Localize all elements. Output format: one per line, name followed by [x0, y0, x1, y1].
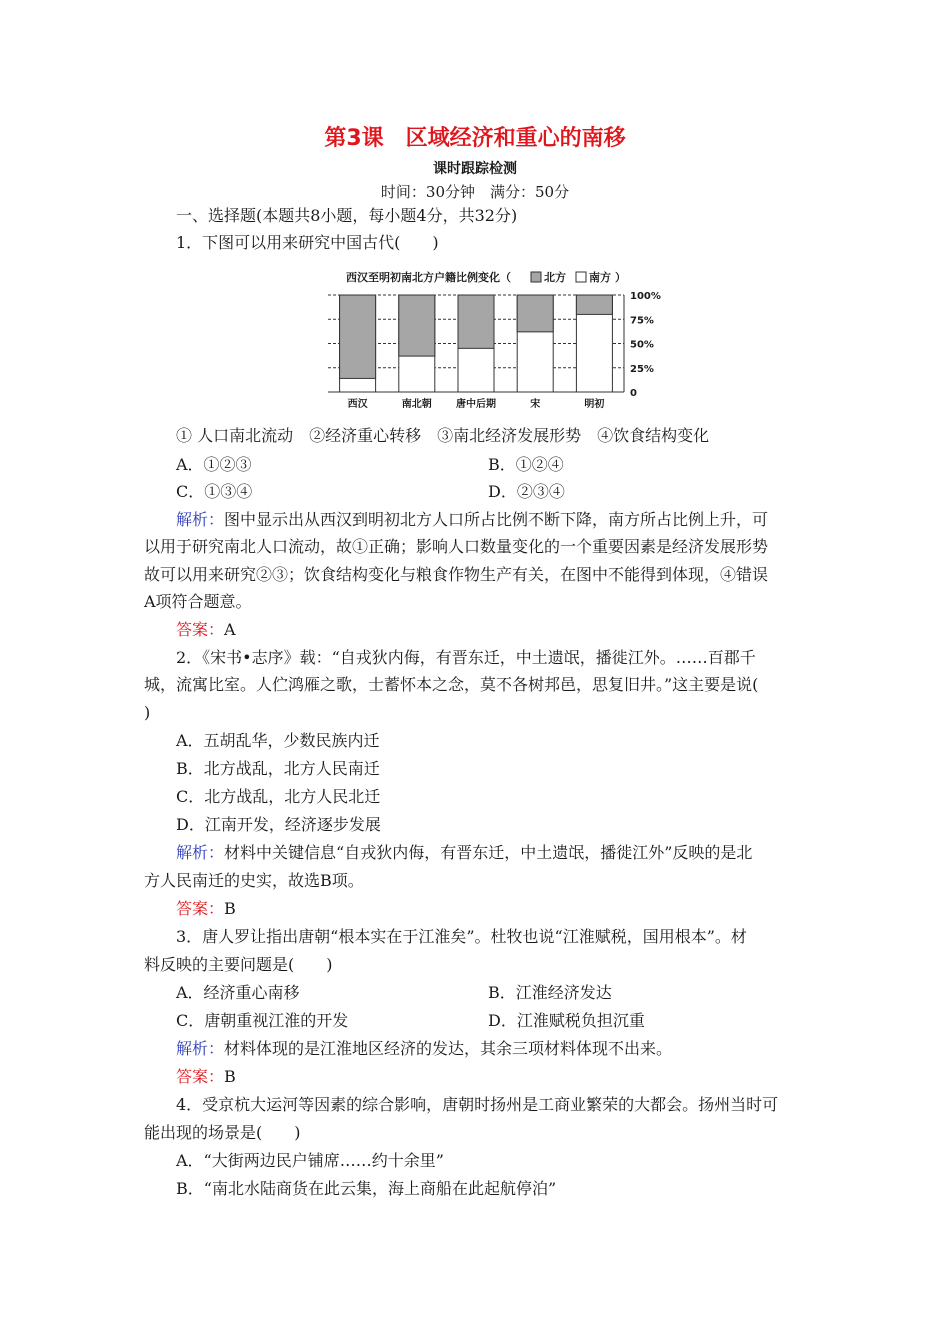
q1-choice-d: D．②③④ [488, 482, 565, 501]
y-tick-label: 75% [630, 315, 654, 327]
y-tick-label: 50% [630, 339, 654, 351]
q4-choice-b: B．“南北水陆商货在此云集，海上商船在此起航停泊” [176, 1179, 557, 1198]
q1-choice-a: A．①②③ [176, 455, 252, 474]
q1-choice-b: B．①②④ [488, 455, 564, 474]
q3-stem-2: 料反映的主要问题是( ) [144, 955, 333, 974]
q1-options: ① 人口南北流动 ②经济重心转移 ③南北经济发展形势 ④饮食结构变化 [176, 426, 710, 445]
q3-choice-a: A．经济重心南移 [176, 983, 300, 1002]
q3-analysis-label: 解析： [176, 1039, 225, 1058]
q1-stem: 1．下图可以用来研究中国古代( ) [176, 233, 439, 252]
q2-analysis-1 [176, 843, 752, 863]
q2-choice-c: C．北方战乱，北方人民北迁 [176, 787, 381, 806]
q3-choice-c: C．唐朝重视江淮的开发 [176, 1011, 349, 1030]
chart-title: 西汉至明初南北方户籍比例变化（ [346, 271, 511, 284]
lesson-title: 第3课 区域经济和重心的南移 [324, 126, 626, 151]
q2-answer-label: 答案： [176, 899, 225, 918]
q3-analysis-text-1: 材料体现的是江淮地区经济的发达，其余三项材料体现不出来。 [224, 1039, 673, 1058]
bar-north [517, 295, 553, 332]
q3-analysis-1 [176, 1039, 672, 1059]
q3-answer [176, 1067, 236, 1087]
q2-analysis-label: 解析： [176, 843, 225, 862]
section-heading: 一、选择题(本题共8小题，每小题4分，共32分) [176, 206, 518, 225]
chart-plot [328, 291, 661, 410]
q4-stem-2: 能出现的场景是( ) [144, 1123, 301, 1142]
bar-north [399, 295, 435, 356]
bar-north [576, 295, 612, 314]
bar-north [458, 295, 494, 348]
y-tick-label: 0 [630, 388, 637, 399]
legend-label-south: 南方 [589, 271, 611, 284]
q2-choice-b: B．北方战乱，北方人民南迁 [176, 759, 380, 778]
x-tick-label: 明初 [584, 399, 605, 410]
q1-answer-label: 答案： [176, 620, 225, 639]
q3-answer-label: 答案： [176, 1067, 225, 1086]
q1-analysis-label: 解析： [176, 510, 225, 529]
q1-analysis-4: A项符合题意。 [144, 592, 252, 611]
q2-stem-1: 2．《宋书•志序》载：“自戎狄内侮，有晋东迁，中土遗氓，播徙江外。……百郡千 [176, 648, 756, 667]
chart-svg [318, 262, 678, 417]
q1-analysis-3: 故可以用来研究②③；饮食结构变化与粮食作物生产有关，在图中不能得到体现，④错误 [144, 565, 769, 584]
q2-answer [176, 899, 236, 919]
lesson-subtitle: 课时跟踪检测 [433, 161, 517, 177]
q1-answer [176, 620, 236, 640]
x-tick-label: 西汉 [347, 399, 368, 410]
q2-analysis-text-1: 材料中关键信息“自戎狄内侮，有晋东迁，中土遗氓，播徙江外”反映的是北 [224, 843, 753, 862]
q2-stem-3: ) [144, 703, 151, 722]
legend-close-paren: ） [615, 271, 626, 284]
q4-choice-a: A．“大街两边民户铺席……约十余里” [176, 1151, 444, 1170]
q1-choice-c: C．①③④ [176, 482, 253, 501]
x-tick-label: 唐中后期 [456, 399, 496, 410]
q2-analysis-2: 方人民南迁的史实，故选B项。 [144, 871, 364, 890]
q3-stem-1: 3．唐人罗让指出唐朝“根本实在于江淮矣”。杜牧也说“江淮赋税，国用根本”。材 [176, 927, 747, 946]
q1-analysis-2: 以用于研究南北人口流动，故①正确；影响人口数量变化的一个重要因素是经济发展形势 [144, 537, 769, 556]
q3-answer-value: B [224, 1067, 236, 1086]
q2-answer-value: B [224, 899, 236, 918]
x-tick-label: 宋 [530, 399, 541, 410]
bar-north [340, 295, 376, 378]
exam-meta: 时间：30分钟 满分：50分 [380, 183, 570, 201]
q4-stem-1: 4．受京杭大运河等因素的综合影响，唐朝时扬州是工商业繁荣的大都会。扬州当时可 [176, 1095, 779, 1114]
y-tick-label: 25% [630, 363, 654, 375]
q2-choice-d: D．江南开发，经济逐步发展 [176, 815, 381, 834]
q1-chart [318, 262, 678, 417]
q2-choice-a: A．五胡乱华，少数民族内迁 [176, 731, 380, 750]
q2-stem-2: 城，流寓比室。人伫鸿雁之歌，士蓄怀本之念，莫不各树邦邑，思复旧井。”这主要是说( [144, 675, 759, 694]
legend-label-north: 北方 [544, 271, 566, 284]
q1-analysis-1 [176, 510, 768, 530]
y-tick-label: 100% [630, 291, 661, 302]
q1-answer-value: A [224, 620, 236, 639]
x-tick-label: 南北朝 [401, 399, 432, 410]
legend-swatch-north [531, 272, 541, 282]
legend-swatch-south [576, 272, 586, 282]
q3-choice-d: D．江淮赋税负担沉重 [488, 1011, 645, 1030]
q1-analysis-text-1: 图中显示出从西汉到明初北方人口所占比例不断下降，南方所占比例上升，可 [224, 510, 769, 529]
q3-choice-b: B．江淮经济发达 [488, 983, 612, 1002]
